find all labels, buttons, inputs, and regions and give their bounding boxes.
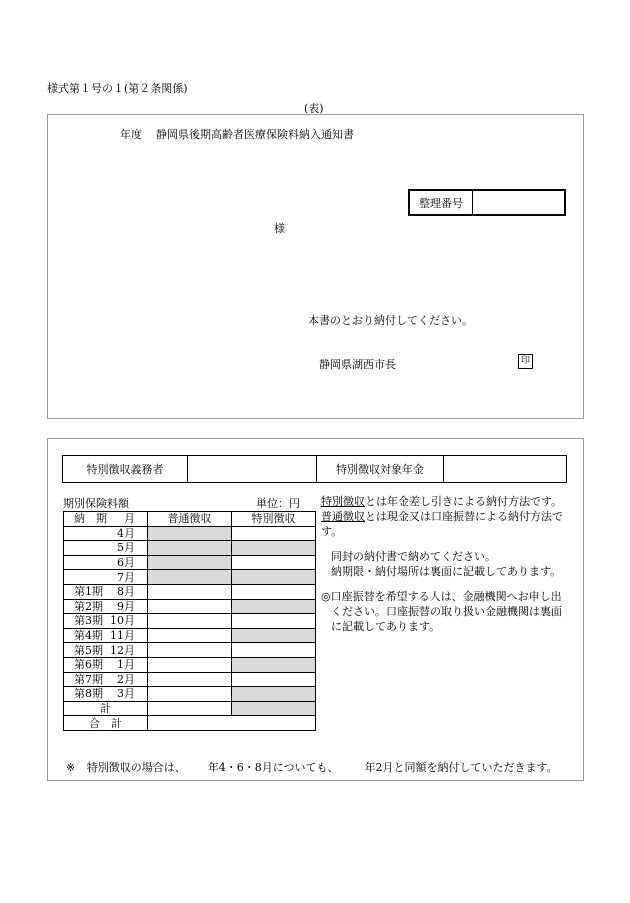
term-label: 第5期 (74, 643, 103, 657)
obligor-label: 特別徴収義務者 (63, 456, 188, 482)
term-label: 第6期 (74, 658, 103, 672)
term-label: 第1期 (74, 585, 103, 599)
premium-row (64, 570, 316, 585)
premium-row (64, 687, 316, 702)
period-header-b: 月 (124, 512, 135, 526)
period-cell (64, 526, 148, 541)
seal-mark: 印 (518, 354, 533, 369)
premium-table (63, 511, 316, 731)
ordinary-cell (148, 614, 232, 629)
period-cell (64, 657, 148, 672)
special-cell (232, 541, 316, 556)
month-label: 4月 (117, 526, 135, 540)
ordinary-cell (148, 584, 232, 599)
title-text: 静岡県後期高齢者医療保険料納入通知書 (156, 128, 354, 141)
subtotal-label: 計 (64, 701, 148, 716)
premium-title: 期別保険料額 (63, 497, 129, 510)
notice-panel (47, 114, 584, 419)
ordinary-cell (148, 687, 232, 702)
fiscal-year-label: 年度 (120, 128, 142, 141)
total-label: 合 計 (64, 716, 148, 731)
special-cell (232, 584, 316, 599)
premium-row (64, 628, 316, 643)
ordinary-desc: とは現金又は口座振替による納付方法です。 (321, 510, 563, 538)
reference-number-label: 整理番号 (410, 191, 473, 214)
ordinary-cell (148, 672, 232, 687)
period-cell (64, 672, 148, 687)
month-label: 8月 (117, 585, 135, 599)
term-label: 第8期 (74, 687, 103, 701)
special-term: 特別徴収 (321, 495, 365, 508)
subtotal-ordinary (148, 701, 232, 716)
premium-row (64, 614, 316, 629)
ordinary-cell (148, 657, 232, 672)
account-note-3: に記載してあります。 (331, 620, 441, 633)
withholding-header-table (62, 455, 567, 483)
period-cell (64, 599, 148, 614)
month-label: 6月 (117, 556, 135, 570)
period-cell (64, 643, 148, 658)
period-cell (64, 614, 148, 629)
special-cell (232, 628, 316, 643)
special-cell (232, 599, 316, 614)
subtotal-row (64, 701, 316, 716)
special-desc: とは年金差し引きによる納付方法です。 (365, 495, 563, 508)
premium-row (64, 672, 316, 687)
form-number: 様式第１号の１(第２条関係) (47, 82, 188, 95)
footnote-text-b: 年4・6・8月についても、 (207, 761, 339, 774)
footnote-text-a: 特別徴収の場合は、 (86, 761, 186, 774)
payment-instruction: 本書のとおり納付してください。 (308, 314, 473, 327)
reference-number-box (408, 189, 566, 216)
footnote-text-c: 年2月と同額を納付していただきます。 (364, 761, 558, 774)
pension-label: 特別徴収対象年金 (317, 456, 444, 482)
ordinary-header: 普通徴収 (148, 512, 232, 527)
period-header (64, 512, 148, 527)
month-label: 11月 (110, 629, 135, 643)
period-cell (64, 570, 148, 585)
period-cell (64, 541, 148, 556)
month-label: 10月 (110, 614, 135, 628)
period-header-a: 納 期 (74, 512, 107, 526)
month-label: 1月 (117, 658, 135, 672)
account-note-1: ◎口座振替を希望する人は、金融機関へお申し出 (321, 590, 562, 603)
document-title (120, 126, 354, 142)
ordinary-cell (148, 643, 232, 658)
month-label: 5月 (117, 541, 135, 555)
issuer-name: 静岡県湖西市長 (319, 358, 396, 371)
total-row (64, 716, 316, 731)
term-label: 第2期 (74, 599, 103, 613)
unit-label: 単位：円 (256, 497, 300, 510)
enclosed-note-1: 同封の納付書で納めてください。 (331, 550, 496, 563)
payment-notes (321, 494, 581, 634)
term-label: 第7期 (74, 672, 103, 686)
side-label: (表) (304, 102, 324, 115)
period-cell (64, 555, 148, 570)
period-cell (64, 687, 148, 702)
subtotal-special (232, 701, 316, 716)
special-header: 特別徴収 (232, 512, 316, 527)
month-label: 2月 (117, 672, 135, 686)
ordinary-cell (148, 555, 232, 570)
premium-row (64, 555, 316, 570)
period-cell (64, 584, 148, 599)
premium-row (64, 643, 316, 658)
premium-row (64, 526, 316, 541)
ordinary-term: 普通徴収 (321, 510, 365, 523)
enclosed-note-2: 納期限・納付場所は裏面に記載してあります。 (331, 565, 562, 578)
pension-value (444, 456, 566, 482)
premium-table-header (64, 512, 316, 527)
premium-row (64, 584, 316, 599)
special-cell (232, 643, 316, 658)
obligor-value (188, 456, 317, 482)
month-label: 3月 (117, 687, 135, 701)
period-cell (64, 628, 148, 643)
special-cell (232, 614, 316, 629)
footnote (66, 759, 558, 775)
special-cell (232, 570, 316, 585)
month-label: 7月 (117, 570, 135, 584)
special-cell (232, 687, 316, 702)
premium-row (64, 541, 316, 556)
ordinary-cell (148, 526, 232, 541)
addressee-suffix: 様 (274, 222, 285, 235)
footnote-mark: ※ (66, 761, 76, 774)
total-value (148, 716, 316, 731)
premium-row (64, 599, 316, 614)
month-label: 9月 (117, 599, 135, 613)
ordinary-cell (148, 541, 232, 556)
ordinary-cell (148, 628, 232, 643)
ordinary-cell (148, 599, 232, 614)
ordinary-cell (148, 570, 232, 585)
premium-row (64, 657, 316, 672)
special-cell (232, 555, 316, 570)
account-note-2: ください。口座振替の取り扱い金融機関は裏面 (331, 605, 562, 618)
special-cell (232, 526, 316, 541)
special-cell (232, 672, 316, 687)
term-label: 第3期 (74, 614, 103, 628)
special-cell (232, 657, 316, 672)
month-label: 12月 (110, 643, 135, 657)
term-label: 第4期 (74, 629, 103, 643)
